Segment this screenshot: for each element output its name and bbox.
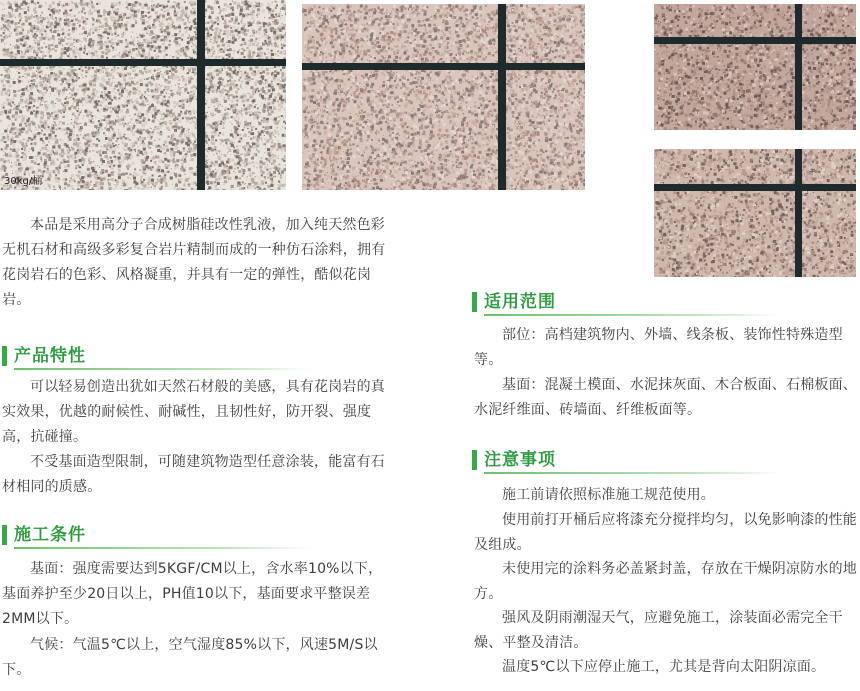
features-paragraph-1: 可以轻易创造出犹如天然石材般的美感，具有花岗岩的真实效果，优越的耐候性、耐碱性，且韧性好，防开裂、强度高，抗碰撞。 (2, 379, 385, 445)
conditions-paragraph-1: 基面：强度需要达到5KGF/CM以上，含水率10%以下，基面养护至少20日以上，PH值10以下，基面要求平整误差2MM以下。 (2, 561, 383, 627)
stone-swatch-4 (654, 149, 856, 277)
granite-texture (302, 4, 585, 190)
package-size-label: 30kg/桶 (4, 176, 43, 187)
granite-texture (0, 0, 286, 190)
grout-line-horizontal (0, 59, 286, 66)
heading-accent-bar (472, 292, 477, 312)
heading-underline (14, 547, 312, 549)
notes-paragraph-2: 使用前打开桶后应将漆充分搅拌均匀，以免影响漆的性能及组成。 (474, 512, 857, 553)
scope-paragraph-1: 部位：高档建筑物内、外墙、线条板、装饰性特殊造型等。 (474, 327, 843, 368)
heading-accent-bar (2, 346, 7, 366)
grout-line-vertical (795, 149, 802, 277)
scope-paragraph-2: 基面：混凝土模面、水泥抹灰面、木合板面、石棉板面、水泥纤维面、砖墙面、纤维板面等。 (474, 377, 857, 418)
notes-paragraph-5: 温度5℃以下应停止施工，尤其是背向太阳阴凉面。 (502, 659, 826, 675)
grout-line-vertical (197, 0, 205, 190)
features-paragraph-2: 不受基面造型限制，可随建筑物造型任意涂装，能富有石材相同的质感。 (2, 454, 385, 495)
heading-accent-bar (2, 525, 7, 545)
notes-heading (472, 448, 782, 474)
intro-paragraph: 本品是采用高分子合成树脂硅改性乳液，加入纯天然色彩无机石材和高级多彩复合岩片精制而成的一种仿石涂料，拥有花岗岩石的色彩、风格凝重，并具有一定的弹性，酷似花岗岩。 (2, 217, 386, 308)
granite-texture (654, 149, 856, 277)
heading-accent-bar (472, 450, 477, 470)
stone-swatch-2 (302, 4, 585, 190)
grout-line-horizontal (302, 63, 585, 70)
grout-line-vertical (795, 4, 802, 130)
stone-swatch-3 (654, 4, 856, 130)
conditions-paragraph-2: 气候：气温5℃以上，空气湿度85%以下，风速5M/S以下。 (2, 637, 378, 678)
notes-paragraph-4: 强风及阴雨潮湿天气，应避免施工，涂装面必需完全干燥、平整及清洁。 (474, 610, 843, 651)
heading-underline (14, 368, 312, 370)
granite-texture (654, 4, 856, 130)
heading-underline (484, 314, 782, 316)
grout-line-horizontal (654, 37, 856, 44)
grout-line-horizontal (654, 184, 856, 191)
conditions-title: 施工条件 (14, 525, 86, 545)
conditions-heading (2, 523, 312, 549)
stone-swatch-1 (0, 0, 286, 190)
heading-underline (484, 472, 782, 474)
notes-paragraph-3: 未使用完的涂料务必盖紧封盖，存放在干燥阴凉防水的地方。 (474, 561, 857, 602)
notes-title: 注意事项 (484, 450, 556, 470)
grout-line-vertical (498, 4, 506, 190)
features-heading (2, 344, 312, 370)
scope-title: 适用范围 (484, 292, 556, 312)
features-title: 产品特性 (14, 346, 86, 366)
notes-paragraph-1: 施工前请依照标准施工规范使用。 (502, 487, 715, 503)
scope-heading (472, 290, 782, 316)
